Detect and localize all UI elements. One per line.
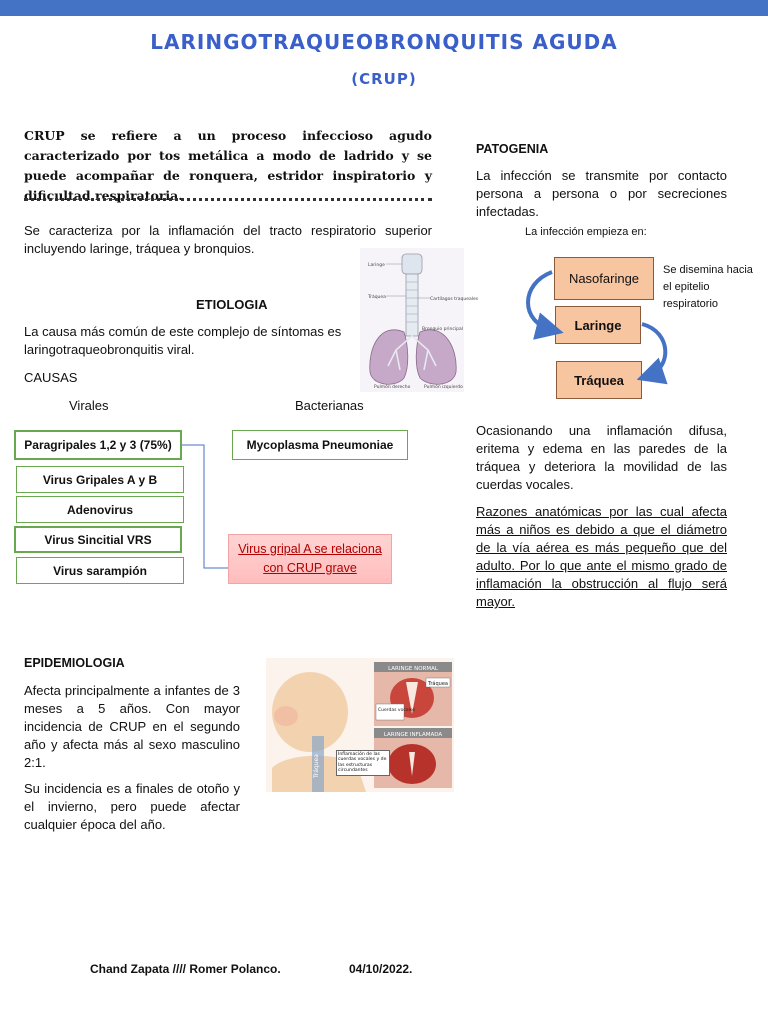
page-subtitle: (CRUP) [351,70,417,88]
viral-cause-box: Adenovirus [16,496,184,523]
effect-text: Ocasionando una inflamación difusa, eritema y edema en las paredes de la tráquea y deteriora la movilidad de las cuerdas vocales. [476,423,727,492]
label-cartilagos: Cartílagos traqueales [430,297,479,302]
viral-cause-box: Virus Sincitial VRS [14,526,182,553]
child-trachea-label: Tráquea [313,754,320,778]
flow-step-nasofaringe: Nasofaringe [554,257,654,300]
anatomic-reasons-text: Razones anatómicas por las cual afecta más a niños es debido a que el diámetro de la vía aérea es más pequeño que del adulto. Por lo que ante el mismo grado de inflamación la obstrucción al flujo será mayor. [476,504,727,609]
label-pulmon-izquierdo: Pulmón izquierdo [424,385,463,390]
inflammation-callout: Inflamación de las cuerdas vocales y de las estructuras circundantes [336,750,390,776]
epidemiologia-heading: EPIDEMIOLOGIA [24,656,125,670]
label-laringe: Laringe [368,263,385,268]
label-traquea: Tráquea [368,295,386,300]
patogenia-heading: PATOGENIA [476,142,549,156]
page-title: LARINGOTRAQUEOBRONQUITIS AGUDA [150,30,618,54]
footer-authors: Chand Zapata //// Romer Polanco. [90,962,281,976]
intro-text: CRUP se refiere a un proceso infeccioso agudo caracterizado por tos metálica a modo de ladrido y se puede acompañar de ronquera, estridor inspiratorio y dificultad respiratoria. [24,128,432,203]
etiologia-text: La causa más común de este complejo de síntomas es laringotraqueobronquitis viral. [24,324,342,357]
definition-text: Se caracteriza por la inflamación del tracto respiratorio superior incluyendo laringe, tráquea y bronquios. [24,223,432,256]
bacterial-cause-box: Mycoplasma Pneumoniae [232,430,408,460]
virales-label: Virales [69,398,109,413]
dotted-divider [24,198,432,201]
causas-label: CAUSAS [24,370,78,385]
label-bronquio: Bronquio principal [422,327,463,332]
spread-note: Se disemina hacia el epitelio respiratorio [663,264,753,310]
cords-callout: Cuerdas vocales [378,708,415,713]
flow-step-traquea: Tráquea [556,361,642,399]
viral-cause-box: Virus Gripales A y B [16,466,184,493]
connector-line [182,440,228,570]
patogenia-text: La infección se transmite por contacto persona a persona o por secreciones infectadas. [476,168,727,219]
flow-label: La infección empieza en: [525,226,647,238]
bacterianas-label: Bacterianas [295,398,364,413]
viral-cause-box: Virus sarampión [16,557,184,584]
etiologia-heading: ETIOLOGIA [196,297,268,312]
epidemiologia-text-1: Afecta principalmente a infantes de 3 meses a 5 años. Con mayor incidencia de CRUP en el segundo año y afecta más al sexo masculino 2:1. [24,683,240,770]
top-accent-bar [0,0,768,16]
trachea-callout: Tráquea [428,681,448,687]
flow-arrows [512,262,682,386]
child-larynx-image [266,658,454,792]
normal-larynx-label: LARINGE NORMAL [388,666,438,672]
flow-step-laringe: Laringe [555,306,641,344]
epidemiologia-text-2: Su incidencia es a finales de otoño y el invierno, pero puede afectar cualquier época del año. [24,781,240,832]
viral-cause-box: Paragripales 1,2 y 3 (75%) [14,430,182,460]
label-pulmon-derecho: Pulmón derecho [374,385,411,390]
note-box: Virus gripal A se relaciona con CRUP grave [228,534,392,584]
footer-date: 04/10/2022. [349,962,413,976]
inflamed-larynx-label: LARINGE INFLAMADA [383,732,443,738]
respiratory-anatomy-image [360,248,479,392]
